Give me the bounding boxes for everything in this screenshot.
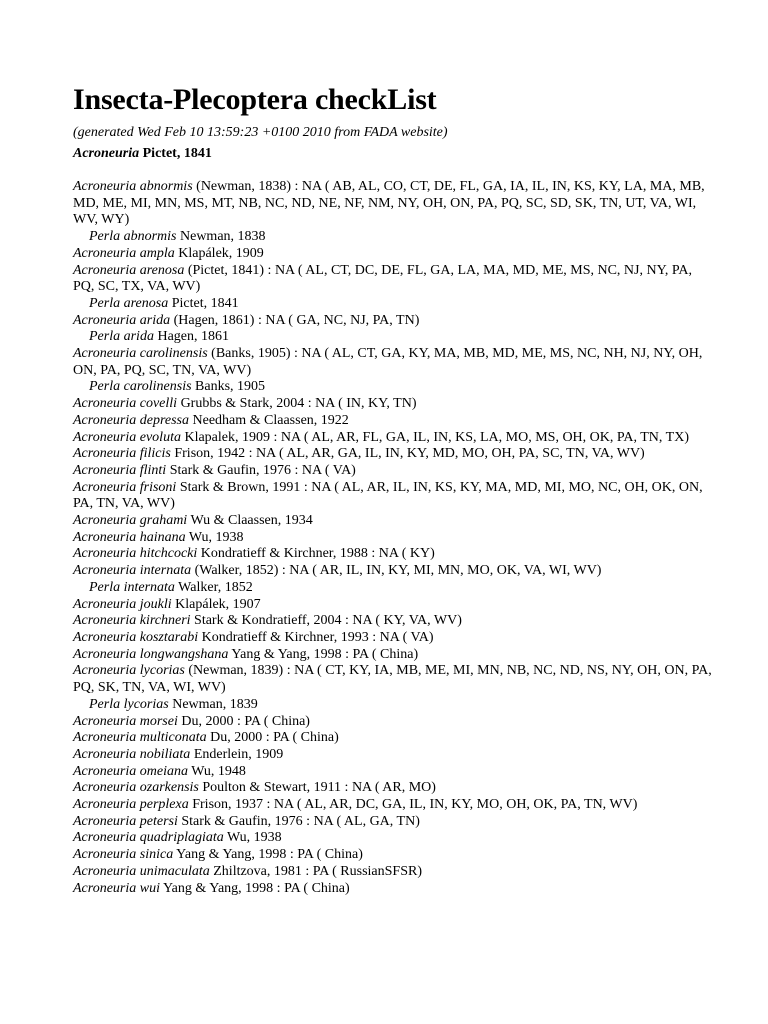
- taxon-name: Perla lycorias: [89, 696, 169, 712]
- taxon-details: Du, 2000 : PA ( China): [177, 713, 310, 729]
- species-entry: [73, 396, 713, 413]
- taxon-details: Newman, 1838: [176, 229, 266, 245]
- taxon-details: Grubbs & Stark, 2004 : NA ( IN, KY, TN): [177, 396, 417, 412]
- species-entry: [73, 413, 713, 430]
- taxon-details: Kondratieff & Kirchner, 1993 : NA ( VA): [198, 629, 434, 645]
- synonym-entry: [73, 580, 713, 597]
- taxon-details: Pictet, 1841: [168, 295, 239, 311]
- synonym-entry: [73, 329, 713, 346]
- taxon-name: Perla arenosa: [89, 295, 169, 311]
- taxon-name: Acroneuria depressa: [73, 412, 189, 428]
- taxon-details: Poulton & Stewart, 1911 : NA ( AR, MO): [198, 780, 436, 796]
- generated-note: (generated Wed Feb 10 13:59:23 +0100 2010 from FADA website): [73, 125, 448, 140]
- taxon-details: Yang & Yang, 1998 : PA ( China): [159, 880, 350, 896]
- genus-name: Acroneuria: [73, 146, 140, 161]
- taxon-details: (Newman, 1839) : NA ( CT, KY, IA, MB, ME, MI, MN, NB, NC, ND, NS, NY, OH, ON, PA, PQ, SK, TN, VA, WI, WV): [73, 663, 712, 696]
- taxon-details: (Pictet, 1841) : NA ( AL, CT, DC, DE, FL, GA, LA, MA, MD, ME, MS, NC, NJ, NY, PA, PQ, SC, TX, VA, WV): [73, 262, 693, 295]
- species-entry: [73, 630, 713, 647]
- species-entry: [73, 764, 713, 781]
- species-entry: [73, 430, 713, 447]
- species-entry: [73, 346, 713, 379]
- taxon-name: Acroneuria morsei: [73, 713, 178, 729]
- species-entry: [73, 446, 713, 463]
- taxon-details: Wu, 1938: [185, 529, 244, 545]
- species-entry: [73, 480, 713, 513]
- species-entry: [73, 263, 713, 296]
- species-entry: [73, 847, 713, 864]
- species-entry: [73, 513, 713, 530]
- species-entry: [73, 797, 713, 814]
- taxon-details: (Walker, 1852) : NA ( AR, IL, IN, KY, MI, MN, MO, OK, VA, WI, WV): [191, 563, 602, 579]
- taxon-name: Acroneuria perplexa: [73, 797, 189, 813]
- taxon-details: Enderlein, 1909: [190, 746, 284, 762]
- taxon-name: Acroneuria abnormis: [73, 179, 193, 194]
- taxon-name: Acroneuria arida: [73, 312, 171, 328]
- species-entry: [73, 613, 713, 630]
- taxon-name: Acroneuria joukli: [73, 596, 172, 612]
- taxon-name: Acroneuria carolinensis: [73, 346, 208, 362]
- species-entry: [73, 747, 713, 764]
- synonym-entry: [73, 229, 713, 246]
- species-entry: [73, 463, 713, 480]
- taxon-details: Klapálek, 1909: [174, 245, 264, 261]
- taxon-details: Newman, 1839: [168, 696, 258, 712]
- species-entry: [73, 780, 713, 797]
- taxon-details: Frison, 1942 : NA ( AL, AR, GA, IL, IN, KY, MD, MO, OH, PA, SC, TN, VA, WV): [170, 446, 645, 462]
- taxon-details: Needham & Claassen, 1922: [189, 412, 349, 428]
- taxon-details: Stark & Brown, 1991 : NA ( AL, AR, IL, IN, KS, KY, MA, MD, MI, MO, NC, OH, OK, ON, PA, TN, VA, WV): [73, 479, 703, 512]
- species-entry: [73, 313, 713, 330]
- taxon-name: Acroneuria kirchneri: [73, 613, 191, 629]
- taxon-name: Acroneuria wui: [73, 880, 160, 896]
- taxon-name: Acroneuria ampla: [73, 245, 175, 261]
- taxon-name: Perla arida: [89, 329, 154, 345]
- taxon-details: Stark & Gaufin, 1976 : NA ( VA): [166, 462, 356, 478]
- taxon-details: (Hagen, 1861) : NA ( GA, NC, NJ, PA, TN): [170, 312, 420, 328]
- taxon-details: Wu, 1938: [223, 830, 282, 846]
- species-entry: [73, 864, 713, 881]
- taxon-details: (Newman, 1838) : NA ( AB, AL, CO, CT, DE, FL, GA, IA, IL, IN, KS, KY, LA, MA, MB, MD, ME, MI, MN, MS, MT, NB, NC, ND, NE, NF, NM, NY, OH, ON, PA, PQ, SC, SD, SK, TN, UT, VA, WI, WV, WY): [73, 179, 705, 228]
- taxon-name: Acroneuria unimaculata: [73, 863, 210, 879]
- genus-heading: [73, 145, 713, 163]
- taxon-name: Acroneuria ozarkensis: [73, 780, 199, 796]
- taxon-details: Frison, 1937 : NA ( AL, AR, DC, GA, IL, IN, KY, MO, OH, OK, PA, TN, WV): [188, 797, 638, 813]
- species-entry: [73, 546, 713, 563]
- genus-author: Pictet, 1841: [139, 146, 212, 161]
- species-entry: [73, 179, 713, 229]
- taxon-name: Perla internata: [89, 579, 175, 595]
- species-entry: [73, 881, 713, 898]
- document-page: [73, 82, 713, 897]
- taxon-details: Kondratieff & Kirchner, 1988 : NA ( KY): [197, 546, 435, 562]
- species-entry: [73, 730, 713, 747]
- taxon-details: Wu, 1948: [187, 763, 246, 779]
- taxon-name: Acroneuria kosztarabi: [73, 629, 199, 645]
- taxon-details: Zhiltzova, 1981 : PA ( RussianSFSR): [209, 863, 422, 879]
- species-entry: [73, 597, 713, 614]
- taxon-name: Perla abnormis: [89, 229, 177, 245]
- taxon-details: Yang & Yang, 1998 : PA ( China): [173, 847, 363, 863]
- synonym-entry: [73, 296, 713, 313]
- taxon-details: Yang & Yang, 1998 : PA ( China): [228, 646, 419, 662]
- taxon-name: Acroneuria covelli: [73, 396, 178, 412]
- species-entry: [73, 714, 713, 731]
- species-entry: [73, 647, 713, 664]
- taxon-name: Acroneuria lycorias: [73, 663, 185, 679]
- taxon-name: Acroneuria filicis: [73, 446, 171, 462]
- taxon-details: Klapálek, 1907: [171, 596, 261, 612]
- species-entry: [73, 246, 713, 263]
- synonym-entry: [73, 379, 713, 396]
- taxon-name: Acroneuria internata: [73, 563, 192, 579]
- taxon-name: Acroneuria multiconata: [73, 730, 207, 746]
- taxon-name: Acroneuria grahami: [73, 513, 188, 529]
- taxon-details: Hagen, 1861: [153, 329, 229, 345]
- taxon-name: Acroneuria frisoni: [73, 479, 177, 495]
- taxon-name: Acroneuria evoluta: [73, 429, 181, 445]
- taxon-name: Acroneuria hainana: [73, 529, 186, 545]
- taxon-name: Acroneuria hitchcocki: [73, 546, 198, 562]
- taxon-name: Acroneuria nobiliata: [73, 746, 191, 762]
- taxon-details: Stark & Gaufin, 1976 : NA ( AL, GA, TN): [177, 813, 420, 829]
- taxon-name: Acroneuria omeiana: [73, 763, 188, 779]
- taxon-details: Stark & Kondratieff, 2004 : NA ( KY, VA, WV): [190, 613, 462, 629]
- species-list: [73, 179, 713, 897]
- species-entry: [73, 530, 713, 547]
- species-entry: [73, 563, 713, 580]
- taxon-name: Acroneuria petersi: [73, 813, 178, 829]
- synonym-entry: [73, 697, 713, 714]
- taxon-details: Du, 2000 : PA ( China): [206, 730, 339, 746]
- species-entry: [73, 830, 713, 847]
- species-entry: [73, 663, 713, 696]
- taxon-name: Acroneuria quadriplagiata: [73, 830, 224, 846]
- taxon-name: Perla carolinensis: [89, 379, 192, 395]
- taxon-details: Klapalek, 1909 : NA ( AL, AR, FL, GA, IL, IN, KS, LA, MO, MS, OH, OK, PA, TN, TX): [180, 429, 689, 445]
- taxon-details: Wu & Claassen, 1934: [187, 513, 313, 529]
- taxon-details: (Banks, 1905) : NA ( AL, CT, GA, KY, MA, MB, MD, ME, MS, NC, NH, NJ, NY, OH, ON, PA, PQ, SC, TN, VA, WV): [73, 346, 703, 378]
- page-title: Insecta-Plecoptera checkList: [73, 83, 437, 116]
- taxon-name: Acroneuria arenosa: [73, 262, 185, 278]
- species-entry: [73, 814, 713, 831]
- taxon-details: Banks, 1905: [191, 379, 266, 395]
- taxon-details: Walker, 1852: [174, 579, 253, 595]
- taxon-name: Acroneuria longwangshana: [73, 646, 229, 662]
- taxon-name: Acroneuria sinica: [73, 847, 174, 863]
- taxon-name: Acroneuria flinti: [73, 462, 167, 478]
